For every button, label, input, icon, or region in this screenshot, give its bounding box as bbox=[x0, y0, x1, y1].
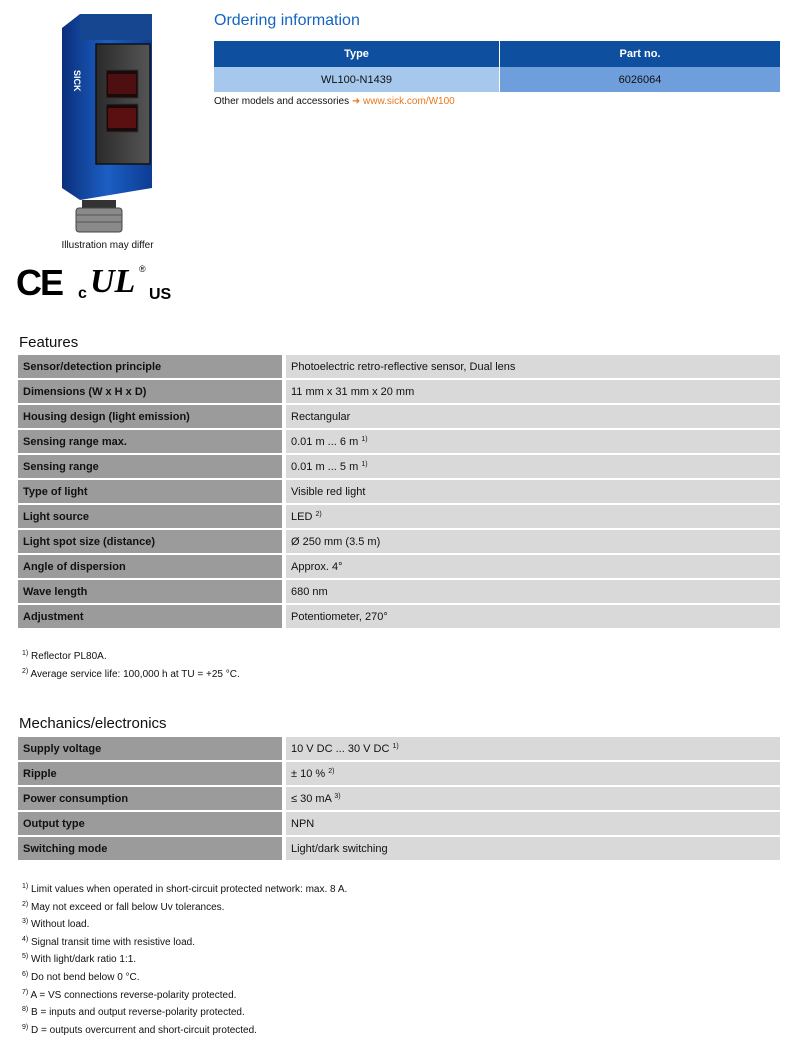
footnote bbox=[22, 901, 347, 919]
footnote-ref: 1) bbox=[361, 460, 368, 468]
more-models-text: Other models and accessories bbox=[214, 96, 350, 107]
spec-value-text: 0.01 m ... 6 m bbox=[291, 435, 359, 448]
features-table bbox=[18, 355, 780, 630]
footnote-number: 1) bbox=[22, 883, 29, 890]
spec-value bbox=[286, 355, 780, 380]
spec-value bbox=[286, 430, 780, 455]
arrow-icon: ➜ bbox=[351, 96, 361, 107]
spec-row bbox=[18, 455, 780, 480]
part-no-header: Part no. bbox=[500, 41, 781, 67]
footnote-number: 9) bbox=[22, 1023, 29, 1031]
mechanics-footnotes bbox=[22, 883, 347, 1041]
footnote-text: Reflector PL80A. bbox=[31, 651, 107, 662]
spec-row bbox=[18, 555, 780, 580]
spec-row bbox=[18, 605, 780, 630]
spec-key: Output type bbox=[18, 812, 286, 837]
spec-value-text: Photoelectric retro-reflective sensor, Dual lens bbox=[291, 360, 516, 373]
footnote-ref: 1) bbox=[392, 742, 399, 750]
footnote-ref: 2) bbox=[315, 510, 322, 518]
footnote bbox=[22, 989, 347, 1007]
spec-row bbox=[18, 530, 780, 555]
features-title: Features bbox=[19, 334, 79, 351]
spec-row bbox=[18, 430, 780, 455]
spec-row bbox=[18, 380, 780, 405]
more-models-link[interactable]: www.sick.com/W100 bbox=[363, 96, 455, 107]
footnote-number: 5) bbox=[22, 953, 29, 961]
spec-row bbox=[18, 787, 780, 812]
spec-key: Light spot size (distance) bbox=[18, 530, 286, 555]
footnote-number: 7) bbox=[22, 988, 29, 996]
footnote-ref: 2) bbox=[328, 767, 335, 775]
spec-row bbox=[18, 505, 780, 530]
spec-value bbox=[286, 837, 780, 862]
spec-value bbox=[286, 737, 780, 762]
image-caption: Illustration may differ bbox=[61, 240, 154, 251]
spec-value bbox=[286, 505, 780, 530]
spec-key: Sensor/detection principle bbox=[18, 355, 286, 380]
footnote bbox=[22, 883, 347, 901]
footnote bbox=[22, 668, 240, 686]
spec-value-text: Rectangular bbox=[291, 410, 351, 423]
footnote bbox=[22, 953, 347, 971]
spec-value-text: 680 nm bbox=[291, 585, 328, 598]
spec-value-text: ± 10 % bbox=[291, 767, 326, 780]
spec-value bbox=[286, 555, 780, 580]
spec-value-text: 10 V DC ... 30 V DC bbox=[291, 742, 390, 755]
footnote-ref: 3) bbox=[334, 792, 341, 800]
brand-logo: SICK bbox=[72, 70, 82, 92]
spec-value-text: NPN bbox=[291, 817, 315, 830]
registered-mark: ® bbox=[139, 264, 146, 274]
spec-value bbox=[286, 405, 780, 430]
spec-row bbox=[18, 405, 780, 430]
mechanics-title: Mechanics/electronics bbox=[19, 715, 167, 732]
spec-row bbox=[18, 355, 780, 380]
footnote-number: 8) bbox=[22, 1006, 29, 1014]
footnote-number: 1) bbox=[22, 650, 29, 657]
mechanics-table bbox=[18, 737, 780, 862]
spec-value bbox=[286, 455, 780, 480]
spec-value-text: 11 mm x 31 mm x 20 mm bbox=[291, 385, 415, 398]
footnote-text: Do not bend below 0 °C. bbox=[31, 971, 140, 983]
footnote-number: 3) bbox=[22, 918, 29, 926]
ul-us-mark: US bbox=[149, 286, 172, 302]
footnote bbox=[22, 918, 347, 936]
spec-value-text: Approx. 4° bbox=[291, 560, 343, 573]
footnote-text: D = outputs overcurrent and short-circuit protected. bbox=[31, 1024, 257, 1036]
ul-mark: UL bbox=[90, 263, 136, 300]
spec-value bbox=[286, 380, 780, 405]
spec-value-text: Visible red light bbox=[291, 485, 366, 498]
footnote-text: With light/dark ratio 1:1. bbox=[31, 954, 137, 966]
ordering-title: Ordering information bbox=[214, 12, 360, 29]
spec-key: Supply voltage bbox=[18, 737, 286, 762]
type-cell: WL100-N1439 bbox=[214, 67, 500, 92]
footnote-number: 2) bbox=[22, 900, 29, 908]
footnote-ref: 1) bbox=[361, 435, 368, 443]
spec-key: Sensing range max. bbox=[18, 430, 286, 455]
footnote-number: 2) bbox=[22, 667, 29, 675]
spec-key: Sensing range bbox=[18, 455, 286, 480]
features-footnotes bbox=[22, 650, 240, 685]
spec-value bbox=[286, 480, 780, 505]
spec-row bbox=[18, 762, 780, 787]
spec-value-text: Light/dark switching bbox=[291, 842, 388, 855]
footnote-text: Average service life: 100,000 h at TU = +25 °C. bbox=[30, 668, 240, 680]
certification-logos bbox=[16, 262, 181, 302]
spec-key: Housing design (light emission) bbox=[18, 405, 286, 430]
footnote-text: B = inputs and output reverse-polarity protected. bbox=[31, 1007, 245, 1019]
footnote-text: Signal transit time with resistive load. bbox=[31, 936, 195, 948]
spec-value-text: ≤ 30 mA bbox=[291, 792, 332, 805]
spec-value-text: 0.01 m ... 5 m bbox=[291, 460, 359, 473]
spec-value bbox=[286, 605, 780, 630]
type-header: Type bbox=[214, 41, 500, 67]
spec-key: Power consumption bbox=[18, 787, 286, 812]
spec-row bbox=[18, 812, 780, 837]
spec-value-text: Potentiometer, 270° bbox=[291, 610, 388, 623]
spec-row bbox=[18, 737, 780, 762]
spec-key: Switching mode bbox=[18, 837, 286, 862]
spec-key: Light source bbox=[18, 505, 286, 530]
spec-row bbox=[18, 480, 780, 505]
more-models bbox=[214, 96, 455, 107]
product-image bbox=[52, 10, 162, 235]
spec-value bbox=[286, 787, 780, 812]
spec-value bbox=[286, 762, 780, 787]
footnote-text: A = VS connections reverse-polarity protected. bbox=[30, 989, 237, 1001]
footnote-number: 6) bbox=[22, 970, 29, 978]
footnote-text: Without load. bbox=[31, 919, 90, 931]
ordering-table bbox=[214, 41, 780, 92]
ul-c-mark: c bbox=[78, 285, 87, 302]
spec-key: Ripple bbox=[18, 762, 286, 787]
spec-value bbox=[286, 530, 780, 555]
spec-row bbox=[18, 837, 780, 862]
spec-key: Dimensions (W x H x D) bbox=[18, 380, 286, 405]
spec-value bbox=[286, 580, 780, 605]
footnote bbox=[22, 971, 347, 989]
footnote-text: May not exceed or fall below Uv tolerances. bbox=[31, 901, 225, 913]
spec-value bbox=[286, 812, 780, 837]
footnote bbox=[22, 650, 240, 668]
footnote bbox=[22, 1024, 347, 1042]
spec-value-text: Ø 250 mm (3.5 m) bbox=[291, 535, 381, 548]
spec-key: Wave length bbox=[18, 580, 286, 605]
spec-row bbox=[18, 580, 780, 605]
footnote bbox=[22, 936, 347, 954]
spec-key: Type of light bbox=[18, 480, 286, 505]
footnote-number: 4) bbox=[22, 935, 29, 943]
ce-mark: CE bbox=[16, 262, 63, 302]
spec-key: Angle of dispersion bbox=[18, 555, 286, 580]
part-no-cell: 6026064 bbox=[500, 67, 781, 92]
spec-key: Adjustment bbox=[18, 605, 286, 630]
spec-value-text: LED bbox=[291, 510, 313, 523]
footnote-text: Limit values when operated in short-circuit protected network: max. 8 A. bbox=[31, 884, 348, 895]
footnote bbox=[22, 1006, 347, 1024]
